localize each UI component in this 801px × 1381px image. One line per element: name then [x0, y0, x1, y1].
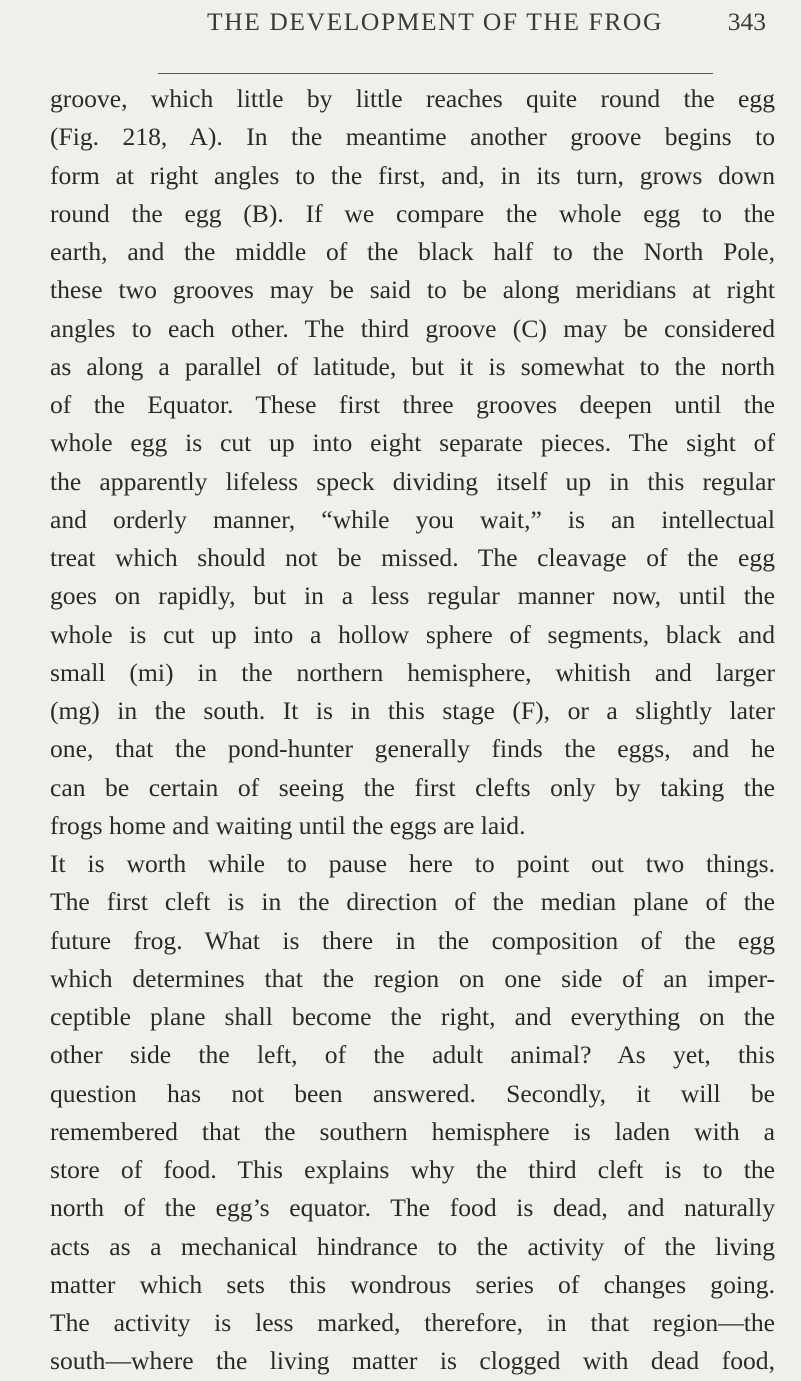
text-line: groove, which little by little reaches quite round the egg — [50, 84, 775, 113]
text-line: treat which should not be missed. The cleavage of the egg — [50, 543, 775, 572]
text-line: these two grooves may be said to be along meridians at right — [50, 275, 775, 305]
page-number: 343 — [727, 7, 766, 36]
text-line: and orderly manner, “while you wait,” is an intellectual — [50, 504, 775, 534]
text-line: matter which sets this wondrous series of changes going. — [50, 1269, 775, 1299]
text-line: one, that the pond-hunter generally finds the eggs, and he — [50, 734, 775, 764]
text-line: The activity is less marked, therefore, in that region—the — [50, 1308, 775, 1337]
text-line: future frog. What is there in the composition of the egg — [50, 925, 775, 955]
text-line: can be certain of seeing the first clefts only by taking the — [50, 772, 775, 802]
text-line: north of the egg’s equator. The food is dead, and naturally — [50, 1193, 775, 1223]
text-line: The first cleft is in the direction of the median plane of the — [50, 887, 775, 917]
text-line: other side the left, of the adult animal? As yet, this — [50, 1040, 775, 1070]
text-line: ceptible plane shall become the right, and everything on the — [50, 1002, 775, 1031]
text-line: (Fig. 218, A). In the meantime another groove begins to — [50, 122, 775, 152]
header-rule — [158, 73, 713, 74]
running-head — [50, 4, 766, 44]
text-line: round the egg (B). If we compare the whole egg to the — [50, 198, 775, 228]
text-line: earth, and the middle of the black half to the North Pole, — [50, 237, 775, 266]
text-line-paragraph-end: frogs home and waiting until the eggs are laid. — [50, 810, 526, 840]
text-line: question has not been answered. Secondly, it will be — [50, 1078, 775, 1108]
text-line: small (mi) in the northern hemisphere, whitish and larger — [50, 657, 775, 687]
text-line: whole is cut up into a hollow sphere of segments, black and — [50, 619, 775, 649]
body-text — [50, 80, 775, 1381]
text-line: as along a parallel of latitude, but it is somewhat to the north — [50, 351, 775, 381]
text-line: which determines that the region on one side of an imper- — [50, 963, 775, 993]
text-line-paragraph-start: It is worth while to pause here to point out two things. — [50, 849, 775, 878]
text-line: goes on rapidly, but in a less regular manner now, until the — [50, 581, 775, 611]
running-title: THE DEVELOPMENT OF THE FROG — [207, 7, 663, 36]
text-line: form at right angles to the first, and, in its turn, grows down — [50, 160, 775, 190]
text-line: angles to each other. The third groove (C) may be considered — [50, 313, 775, 343]
text-line: remembered that the southern hemisphere is laden with a — [50, 1116, 775, 1146]
text-line: acts as a mechanical hindrance to the activity of the living — [50, 1231, 775, 1261]
text-line: whole egg is cut up into eight separate pieces. The sight of — [50, 428, 775, 458]
text-line: south—where the living matter is clogged with dead food, — [50, 1346, 775, 1376]
text-line: the apparently lifeless speck dividing itself up in this regular — [50, 466, 775, 496]
text-line: of the Equator. These first three grooves deepen until the — [50, 390, 775, 419]
text-line: (mg) in the south. It is in this stage (F), or a slightly later — [50, 696, 775, 725]
text-line: store of food. This explains why the third cleft is to the — [50, 1155, 775, 1184]
